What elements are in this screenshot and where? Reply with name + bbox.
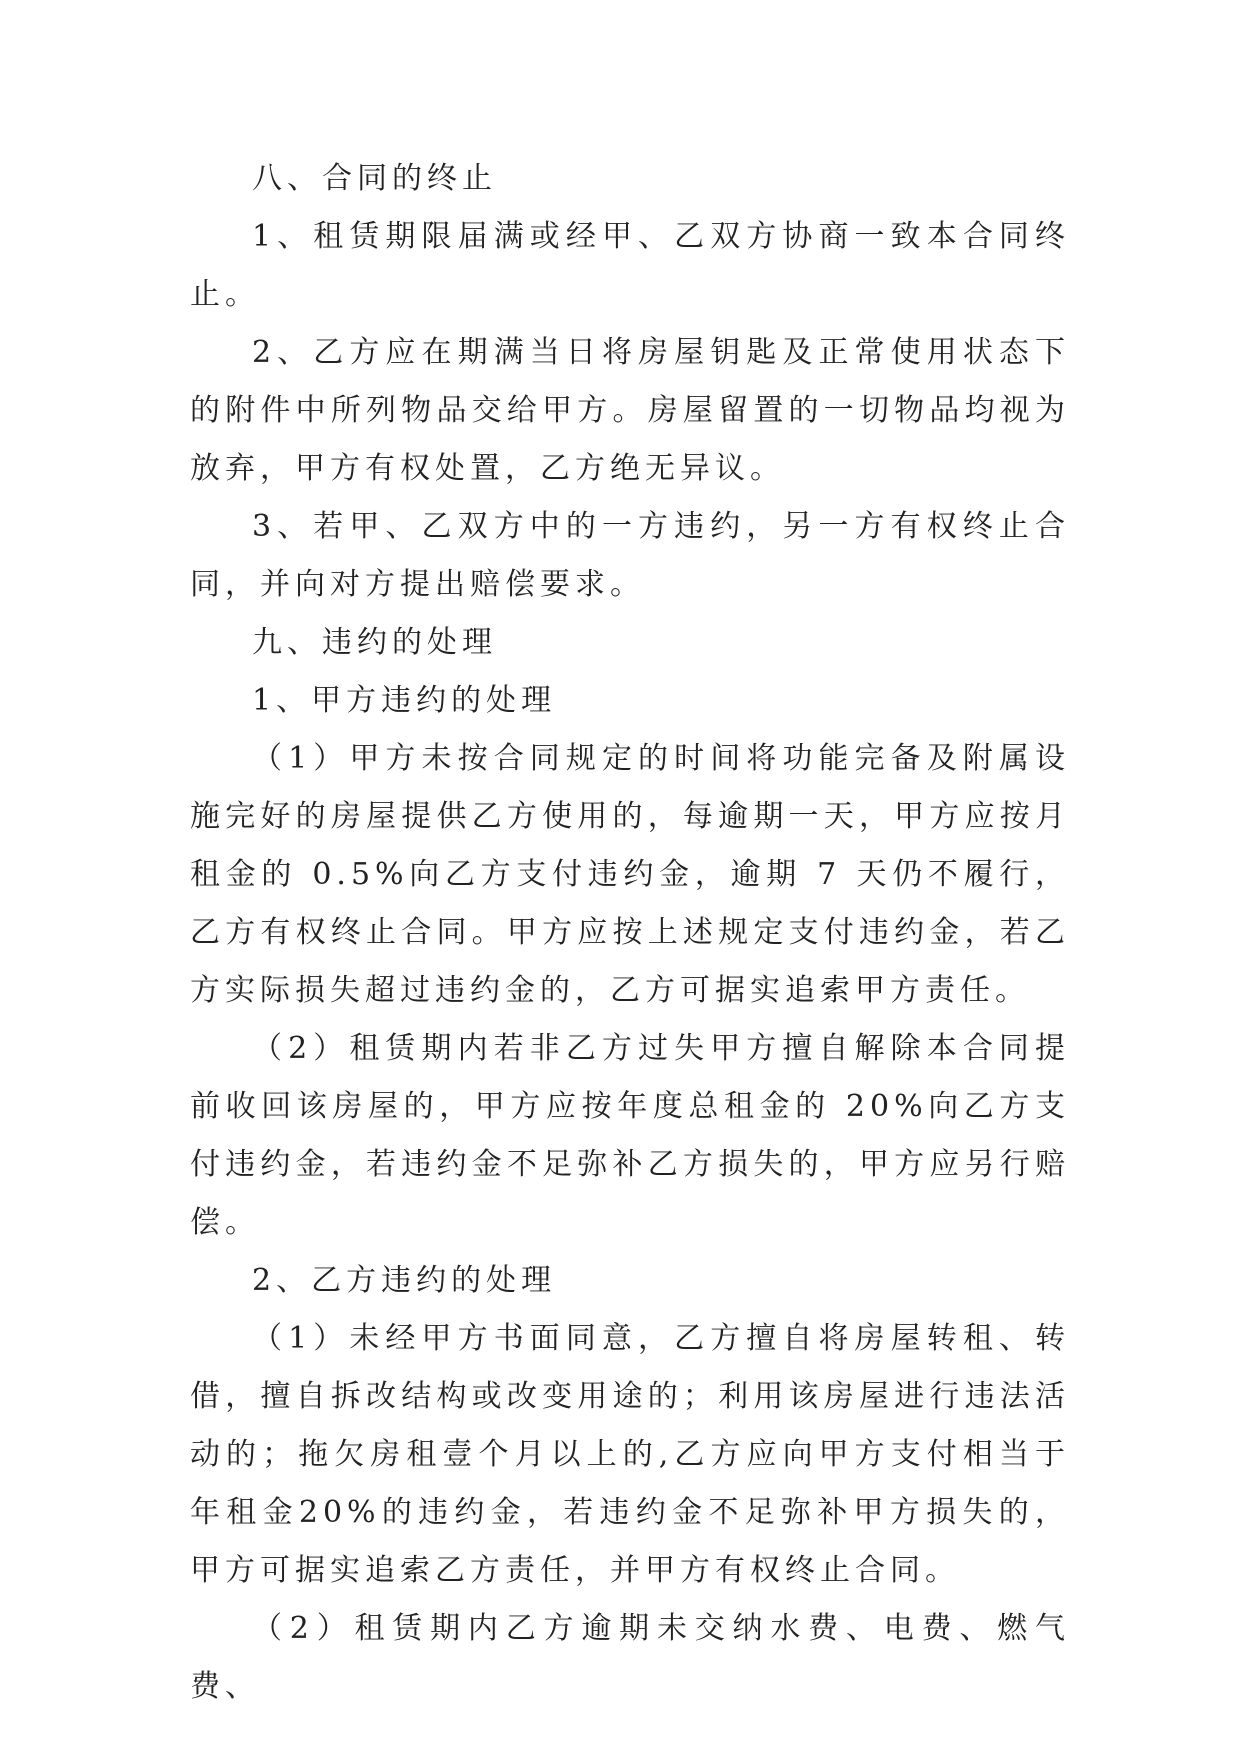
subsection-heading-party-b-breach: 2、乙方违约的处理 [252,1263,557,1298]
party-a-breach-clause-2: （2）租赁期内若非乙方过失甲方擅自解除本合同提前收回该房屋的，甲方应按年度总租金的 20%向乙方支付违约金，若违约金不足弥补乙方损失的，甲方应另行赔偿。 [190,1031,1070,1240]
termination-clause-3: 3、若甲、乙双方中的一方违约，另一方有权终止合同，并向对方提出赔偿要求。 [190,509,1070,602]
subsection-heading-party-a-breach: 1、甲方违约的处理 [252,683,557,718]
party-a-breach-clause-1: （1）甲方未按合同规定的时间将功能完备及附属设施完好的房屋提供乙方使用的，每逾期一天，甲方应按月租金的 0.5%向乙方支付违约金，逾期 7 天仍不履行，乙方有权终止合同。甲方应按上述规定支付违约金，若乙方实际损失超过违约金的，乙方可据实追索甲方责任。 [190,741,1070,1008]
document-body [190,150,1070,1716]
section-heading-termination: 八、合同的终止 [252,161,497,196]
section-heading-breach: 九、违约的处理 [252,625,497,660]
termination-clause-2: 2、乙方应在期满当日将房屋钥匙及正常使用状态下的附件中所列物品交给甲方。房屋留置的一切物品均视为放弃，甲方有权处置，乙方绝无异议。 [190,335,1070,486]
party-b-breach-clause-2: （2）租赁期内乙方逾期未交纳水费、电费、燃气费、 [190,1611,1070,1704]
party-b-breach-clause-1: （1）未经甲方书面同意，乙方擅自将房屋转租、转借，擅自拆改结构或改变用途的；利用该房屋进行违法活动的；拖欠房租壹个月以上的,乙方应向甲方支付相当于年租金20%的违约金，若违约金不足弥补甲方损失的，甲方可据实追索乙方责任，并甲方有权终止合同。 [190,1321,1070,1588]
termination-clause-1: 1、租赁期限届满或经甲、乙双方协商一致本合同终止。 [190,219,1070,312]
